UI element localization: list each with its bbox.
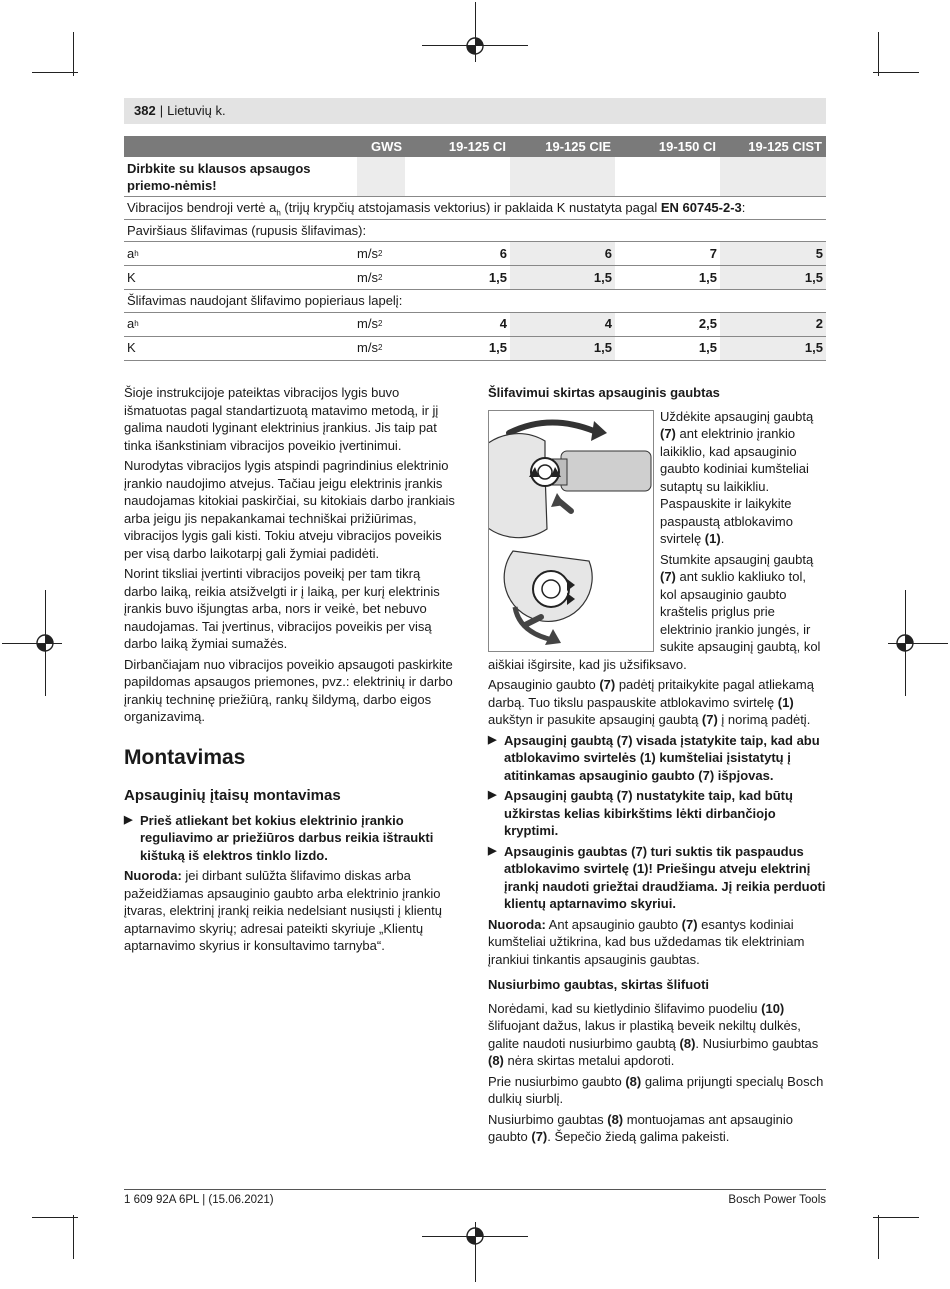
bullet-text: Apsauginį gaubtą (7) visada įstatykite taip, kad abu atblokavimo svirtelės (1) kumšteliai įsistatytų į atitinkamas apsauginio gaubto (7) išpjovas. [504,732,820,783]
reference-number: (10) [761,1000,785,1016]
table-cell: 1,5 [488,340,507,356]
reference-number: (7) [660,426,676,441]
note-paragraph [488,916,826,969]
unit-cell: m/s 2 [357,316,383,332]
table-row [124,313,826,337]
vibration-spec-table [124,136,826,361]
subsection-heading: Šlifavimui skirtas apsauginis gaubtas [488,385,720,400]
warning-bullet [488,787,826,840]
table-header-cell: 19-125 CIE [545,139,611,154]
table-header-blank [124,136,357,157]
section-row-surface: Paviršiaus šlifavimas (rupusis šlifavimas): [124,220,826,243]
table-cell: 6 [510,242,615,265]
note-text: jei dirbant sulūžta šlifavimo diskas arba pažeidžiamas apsauginio gaubto arba elektrinio įrankio įtvaras, elektrinį įrankį reikia nedelsiant nusiųsti į klientų aptarnavimo skyrių; adresai pateikti skyriuje „Klientų aptarnavimo skyrius ir konsultavimo tarnyba“. [124,868,442,953]
unit: m/s [357,316,378,332]
reference-number: (7) [681,916,698,932]
table-row [124,157,826,197]
subsection-heading: Apsauginių įtaisų montavimas [124,786,341,804]
row-label: K [127,269,136,285]
note-paragraph [124,867,456,955]
table-header-cell: GWS [371,139,403,154]
paragraph [488,1000,826,1070]
subscript: h [276,208,281,218]
bullet-arrow-icon: ▶ [124,813,133,826]
vibration-intro-text: Vibracijos bendroji vertė a [127,200,277,215]
unit-cell: m/s 2 [357,245,383,261]
table-row [124,266,826,290]
table-cell: 4 [499,316,507,332]
registration-mark-icon [34,632,56,654]
text: Ant apsauginio gaubto [545,916,682,932]
label-a: a [127,316,135,332]
reference-number: (1) [777,694,794,710]
text: šlifuojant dažus, lakus ir plastiką beveik nekiltų dulkės, galite naudoti nusiurbimo gaubtą [488,1018,801,1051]
text: Apsauginio gaubto [488,677,600,692]
table-cell [510,157,615,196]
text: . [720,531,725,546]
crop-mark [873,1217,919,1218]
crop-mark [32,72,78,73]
right-column [488,384,826,1149]
vibration-intro-text: : [741,200,746,215]
table-cell: 6 [499,245,507,261]
paragraph: Nurodytas vibracijos lygis atspindi pagrindinius elektrinio įrankio naudojimo atvejus. Tačiau jeigu elektrinis įrankis naudojamas kitokiai paskirčiai, su kitokiais darbo įrankiais arba jeigu jis nepakankamai techniškai prižiūrimas, vibracijos lygis gali kisti. Tokiu atveju vibracijos poveikis per visą darbo laikotarpį gali žymiai padidėti. [124,458,455,561]
reference-number: (7) [531,1129,548,1144]
text: . Šepečio žiedą galima pakeisti. [547,1129,730,1144]
text: padėtį pritaikykite pagal atliekamą darbą. Tuo tikslu paspauskite atblokavimo svirtelę [488,677,814,710]
crop-mark [73,32,74,76]
text: Norėdami, kad su kietlydinio šlifavimo puodeliu [488,1000,762,1016]
crop-mark [873,72,919,73]
text: Stumkite apsauginį gaubtą [660,551,814,567]
text: nėra skirtas metalui apdoroti. [503,1053,675,1068]
paragraph [488,676,826,729]
text: į norimą padėtį. [717,712,811,727]
row-label: K [127,340,136,356]
reference-number: (7) [660,569,676,584]
guard-mounting-illustration [488,410,654,652]
reference-number: (8) [625,1073,642,1089]
text: Prie nusiurbimo gaubto [488,1073,626,1089]
bullet-arrow-icon: ▶ [488,844,497,857]
unit: m/s [357,245,378,261]
table-cell [405,157,510,196]
unit-cell: m/s 2 [357,340,383,356]
table-cell: 7 [709,245,717,261]
table-cell: 1,5 [698,340,717,356]
table-header-cell: 19-125 CI [448,139,506,154]
section-heading: Montavimas [124,745,246,769]
table-row [124,242,826,266]
row-label: a h [127,316,139,332]
vibration-intro-row [124,197,826,220]
registration-mark-icon [464,35,486,57]
paragraph [488,1073,826,1108]
row-label: a h [127,245,139,261]
crop-mark [878,1215,879,1259]
bullet-text: Prieš atliekant bet kokius elektrinio įrankio reguliavimo ar priežiūros darbus reikia ištraukti kištuką iš elektros tinklo lizdo. [140,812,434,863]
subsection-heading: Nusiurbimo gaubtas, skirtas šlifuoti [488,977,710,992]
table-cell: 1,5 [510,266,615,289]
text: ant elektrinio įrankio laikiklio, kad apsauginio gaubto kodiniai kumšteliai sutaptų su laikikliu. Paspauskite ir laikykite paspaustą atblokavimo svirtelę [660,426,809,546]
page-header [124,98,826,124]
table-cell [720,157,826,196]
ear-protection-label: Dirbkite su klausos apsaugos priemo-nėmis! [127,160,311,193]
text: esantys kodiniai kumšteliai užtikrina, kad bus uždedamas tik elektriniam įrankiui tinkantis apsauginis gaubtas. [488,916,805,967]
standard-reference: EN 60745-2-3 [660,200,742,215]
unit: m/s [357,269,378,285]
brand-name: Bosch Power Tools [728,1194,826,1206]
reference-number: (7) [701,712,718,727]
unit: m/s [357,340,378,356]
text: Uždėkite apsauginį gaubtą [660,408,814,424]
paragraph: Dirbančiajam nuo vibracijos poveikio apsaugoti paskirkite papildomas apsaugos priemones, pvz.: elektrinių ir darbo įrankių techninę priežiūrą, rankų šildymą, darbo eigos organizavimą. [124,656,453,724]
reference-number: (1) [704,531,721,546]
table-cell: 1,5 [720,337,826,360]
text: Nusiurbimo gaubtas [488,1111,608,1127]
registration-mark-icon [894,632,916,654]
paragraph [488,1111,826,1146]
crop-mark [878,32,879,76]
text: montuojamas ant apsauginio gaubto [488,1111,793,1144]
section-row-sanding: Šlifavimas naudojant šlifavimo popieriaus lapelį: [124,290,826,313]
table-header-cell: 19-150 CI [658,139,716,154]
bullet-text: Apsauginį gaubtą (7) nustatykite taip, kad būtų užkirstas kelias kibirkštims lėkti dirbančiojo kryptimi. [504,788,793,838]
registration-mark-icon [464,1225,486,1247]
table-cell: 5 [720,242,826,265]
document-number: 1 609 92A 6PL | (15.06.2021) [124,1194,274,1206]
table-cell: 2,5 [698,316,717,332]
label-a: a [127,245,135,261]
page-footer [124,1189,826,1210]
unit-cell: m/s 2 [357,269,383,285]
table-header-row [124,136,826,157]
reference-number: (7) [599,677,616,692]
table-cell: 1,5 [720,266,826,289]
table-cell: 4 [510,313,615,336]
note-label: Nuoroda: [488,916,546,932]
bullet-arrow-icon: ▶ [488,789,497,801]
table-header-cell: 19-125 CIST [748,139,822,154]
table-cell [357,157,405,196]
header-separator: | [159,103,164,119]
table-cell [615,157,720,196]
crop-mark [32,1217,78,1218]
header-language: Lietuvių k. [167,103,226,119]
table-row [124,337,826,361]
warning-bullet [488,732,826,785]
text: . Nusiurbimo gaubtas [695,1035,819,1051]
paragraph: Norint tiksliai įvertinti vibracijos poveikį per tam tikrą darbo laiką, reikia atsižvelgti ir į laiką, per kurį elektrinis įrankis buvo išjungtas arba, nors ir veikė, bet nebuvo naudojamas. Tai įvertinus, vibracijos poveikis per visą darbo laiką žymiai sumažės. [124,566,440,651]
paragraph: Šioje instrukcijoje pateiktas vibracijos lygis buvo išmatuotas pagal standartizuotą matavimo metodą, ir jį galima naudoti lyginant elektrinius įrankius. Jis taip pat tinka išankstiniam vibracijos poveikio įvertinimui. [124,385,439,453]
vibration-intro-text: (trijų krypčių atstojamasis vektorius) ir paklaida K nustatyta pagal [280,200,661,215]
text: galima prijungti specialų Bosch dulkių siurblį. [488,1073,824,1106]
table-cell: 1,5 [698,269,717,285]
angle-grinder-guard-image [489,411,653,651]
warning-bullet [488,843,826,913]
text: ant suklio kakliuko tol, kol apsauginio gaubto kraštelis priglus prie elektrinio įrankio jungės, ir sukite apsauginį gaubtą, kol aiškiai išgirsite, kad jis užsifiksavo. [488,569,821,672]
table-cell: 1,5 [488,269,507,285]
reference-number: (8) [679,1035,696,1051]
warning-bullet [124,812,456,865]
table-cell: 1,5 [510,337,615,360]
bullet-arrow-icon: ▶ [488,733,497,746]
reference-number: (8) [607,1111,624,1127]
text: aukštyn ir pasukite apsauginį gaubtą [488,712,702,727]
reference-number: (8) [488,1053,504,1068]
bullet-text: Apsauginis gaubtas (7) turi suktis tik paspaudus atblokavimo svirtelę (1)! Priešingu atveju elektrinį įrankį naudoti griežtai draudžiama. Jį reikia perduoti klientų aptarnavimo skyriui. [504,843,826,911]
table-cell: 2 [720,313,826,336]
crop-mark [73,1215,74,1259]
note-label: Nuoroda: [124,868,182,883]
page-number: 382 [134,103,156,119]
left-column [124,384,456,958]
